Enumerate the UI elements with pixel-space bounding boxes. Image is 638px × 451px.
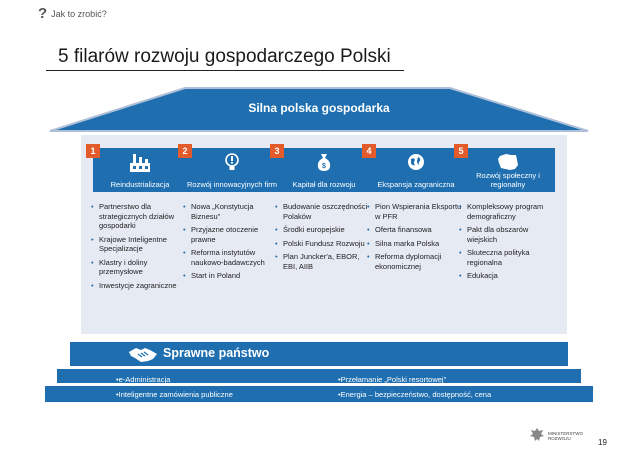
pillar-3-name: Kapitał dla rozwoju bbox=[292, 180, 356, 189]
list-item: • Skuteczna polityka regionalna bbox=[459, 248, 555, 267]
list-item: • Polski Fundusz Rozwoju bbox=[275, 239, 371, 249]
list-item: • Start in Poland bbox=[183, 271, 279, 281]
list-item: • Silna marka Polska bbox=[367, 239, 463, 249]
handshake-icon bbox=[128, 344, 158, 369]
question-mark-icon: ? bbox=[38, 5, 48, 22]
list-item: • Edukacja bbox=[459, 271, 555, 281]
list-item: • Reforma instytutów naukowo-badawczych bbox=[183, 248, 279, 267]
ministry-name bbox=[548, 431, 583, 441]
list-item: • Przyjazne otoczenie prawne bbox=[183, 225, 279, 244]
list-item: • Oferta finansowa bbox=[367, 225, 463, 235]
list-item: • Reforma dyplomacji ekonomicznej bbox=[367, 252, 463, 271]
pillar-4-name: Ekspansja zagraniczna bbox=[377, 180, 455, 189]
list-item: • Środki europejskie bbox=[275, 225, 371, 235]
globe-icon bbox=[369, 151, 463, 175]
pillar-1-header bbox=[93, 148, 187, 192]
list-item: • Inwestycje zagraniczne bbox=[91, 281, 187, 291]
base-item-2: •Przełamanie „Polski resortowej” bbox=[338, 375, 447, 384]
roof-label: Silna polska gospodarka bbox=[248, 101, 390, 115]
pillar-1-bullets bbox=[91, 202, 187, 294]
page-title: 5 filarów rozwoju gospodarczego Polski bbox=[58, 46, 391, 67]
base-item-4: •Energia – bezpieczeństwo, dostępność, cena bbox=[338, 390, 492, 399]
pillar-2-header bbox=[185, 148, 279, 192]
list-item: • Kompleksowy program demograficzny bbox=[459, 202, 555, 221]
header-note-text: Jak to zrobić? bbox=[51, 8, 107, 19]
list-item: • Partnerstwo dla strategicznych działów gospodarki bbox=[91, 202, 187, 231]
pillar-2-number: 2 bbox=[178, 144, 192, 158]
ministry-line-2: ROZWOJU bbox=[548, 436, 571, 441]
base-item-1: •e-Administracja bbox=[116, 375, 171, 384]
pillar-2-bullets bbox=[183, 202, 279, 285]
pillar-4-bullets bbox=[367, 202, 463, 275]
list-item: • Klastry i doliny przemysłowe bbox=[91, 258, 187, 277]
pillar-2-name: Rozwój innowacyjnych firm bbox=[186, 180, 278, 189]
list-item: • Pion Wspierania Eksportu w PFR bbox=[367, 202, 463, 221]
money-bag-icon bbox=[277, 151, 371, 175]
pillar-5-name: Rozwój społeczny i regionalny bbox=[476, 171, 540, 189]
list-item: • Krajowe Inteligentne Specjalizacje bbox=[91, 235, 187, 254]
ministry-line-1: MINISTERSTWO bbox=[548, 431, 583, 436]
pillar-5-number: 5 bbox=[454, 144, 468, 158]
factory-icon bbox=[93, 151, 187, 175]
pillar-4-header bbox=[369, 148, 463, 192]
pillar-1-number: 1 bbox=[86, 144, 100, 158]
pillar-4-number: 4 bbox=[362, 144, 376, 158]
list-item: • Plan Juncker'a, EBOR, EBI, AIIB bbox=[275, 252, 371, 271]
list-item: • Pakt dla obszarów wiejskich bbox=[459, 225, 555, 244]
base-label: Sprawne państwo bbox=[163, 346, 270, 360]
pillar-3-header bbox=[277, 148, 371, 192]
list-item: • Nowa „Konstytucja Biznesu” bbox=[183, 202, 279, 221]
svg-text:$: $ bbox=[322, 163, 326, 170]
pillar-3-bullets bbox=[275, 202, 371, 275]
base-item-3: •Inteligentne zamówienia publiczne bbox=[116, 390, 233, 399]
pillar-5-header bbox=[461, 148, 555, 192]
pillar-1-name: Reindustrializacja bbox=[110, 180, 170, 189]
list-item: • Budowanie oszczędności Polaków bbox=[275, 202, 371, 221]
pillar-3-number: 3 bbox=[270, 144, 284, 158]
lightbulb-icon bbox=[185, 151, 279, 175]
pillar-5-bullets bbox=[459, 202, 555, 285]
page-number: 19 bbox=[598, 438, 607, 447]
eagle-emblem-icon bbox=[529, 426, 545, 449]
